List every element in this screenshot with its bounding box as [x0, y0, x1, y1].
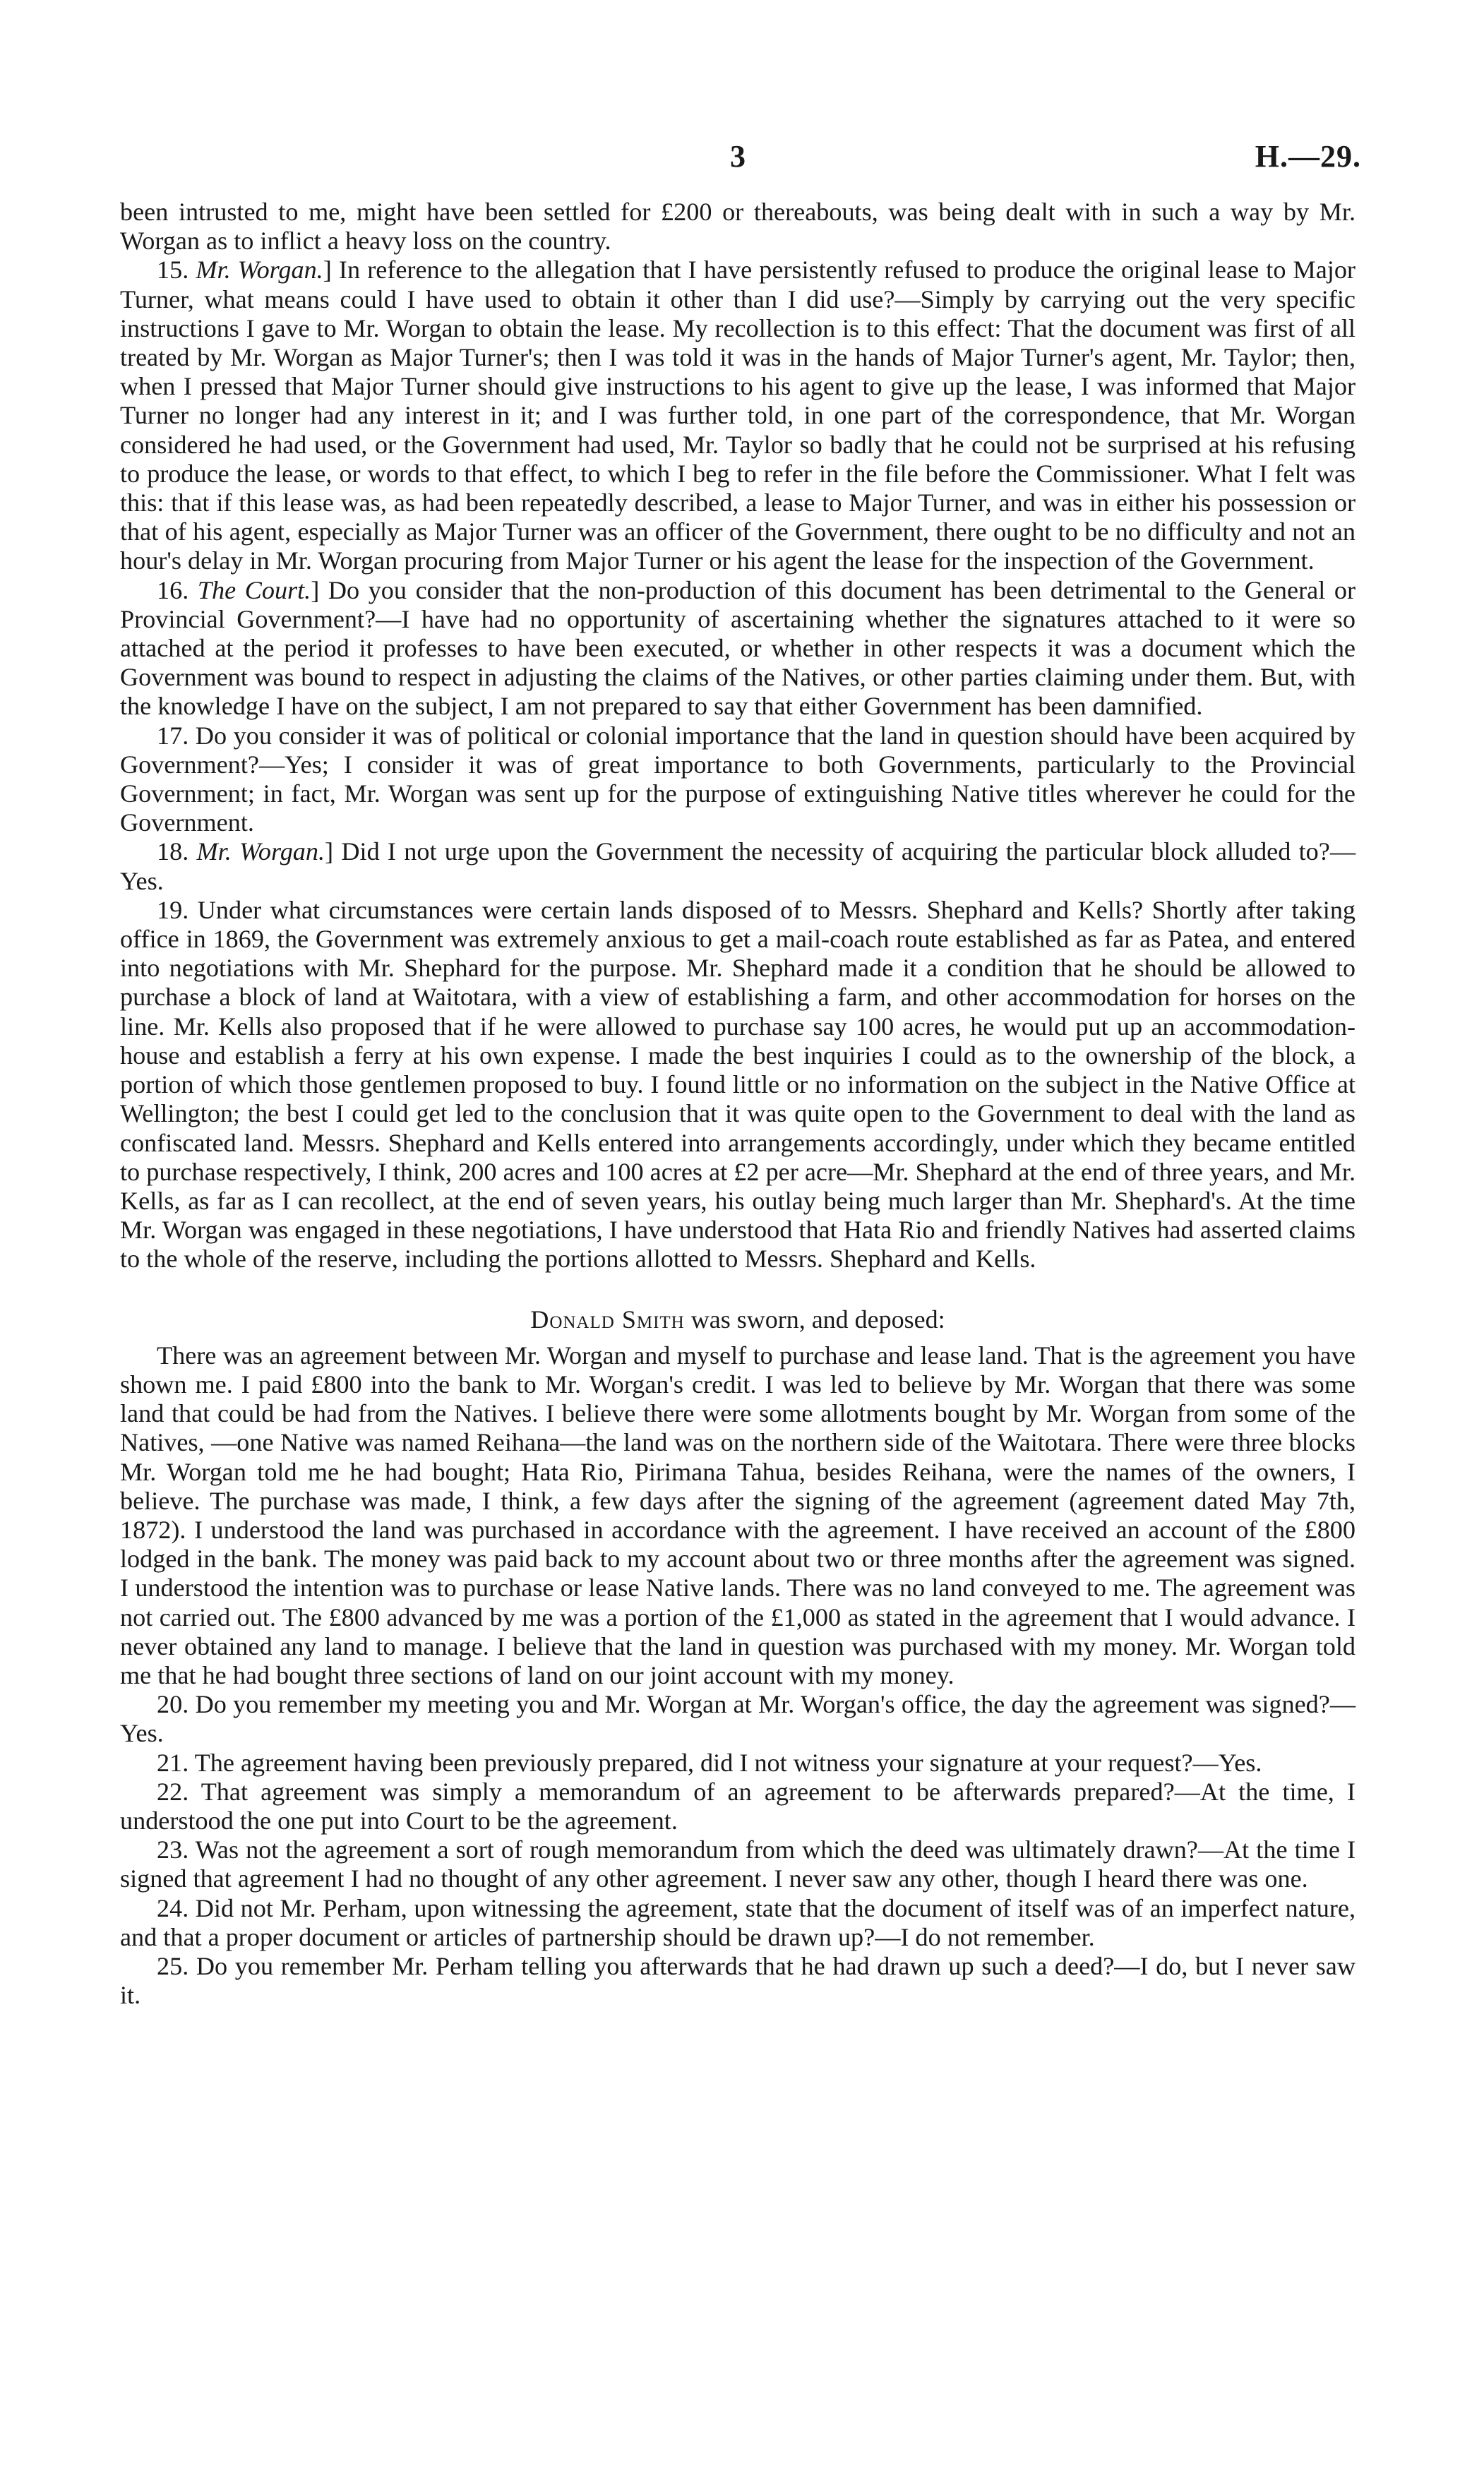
paragraph-number: 20. [157, 1690, 189, 1719]
paragraph-23 [120, 1835, 1356, 1893]
paragraph-21 [120, 1749, 1356, 1778]
paragraph-text: Do you consider it was of political or colonial importance that the land in question should have been acquired by Government?—Yes; I consider it was of great importance to both Governments, particularly to the Provincial Government; in fact, Mr. Worgan was sent up for the purpose of extinguishing Native titles wherever he could for the Government. [120, 721, 1356, 837]
paragraph-22 [120, 1778, 1356, 1835]
speaker-label: Mr. Worgan. [196, 256, 323, 284]
paragraph-number: 19. [157, 895, 189, 924]
paragraph-number: 21. [157, 1748, 189, 1777]
paragraph-number: 24. [157, 1893, 189, 1922]
witness-sworn-text: was sworn, and deposed: [690, 1305, 945, 1334]
witness-heading [120, 1305, 1356, 1334]
paragraph-number: 25. [157, 1951, 189, 1980]
paragraph-15: 15. Mr. Worgan.] In reference to the allegation that I have persistently refused to produce the original lease to Major Turner, what means could I have used to obtain it other than I did use?—Simply by carrying out the very specific instructions I gave to Mr. Worgan to obtain the lease. My recollection is to this effect: That the document was first of all treated by Mr. Worgan as Major Turner's; then I was told it was in the hands of Major Turner's agent, Mr. Taylor; then, when I pressed that Major Turner should give instructions to his agent to give up the lease, I was informed that Major Turner no longer had any interest in it; and I was further told, in one part of the correspondence, that Mr. Worgan considered he had used, or the Government had used, Mr. Taylor so badly that he could not be surprised at his refusing to produce the lease, or words to that effect, to which I beg to refer in the file before the Commissioner. What I felt was this: that if this lease was, as had been repeatedly described, a lease to Major Turner, and was in either his possession or that of his agent, especially as Major Turner was an officer of the Government, there ought to be no difficulty and not an hour's delay in Mr. Worgan procuring from Major Turner or his agent the lease for the inspection of the Government. [120, 256, 1356, 575]
speaker-label: The Court. [197, 575, 311, 604]
paragraph-text: Do you consider that the non-production of this document has been detrimental to the General or Provincial Government?—I have had no opportunity of ascertaining whether the signatures attached to it were so attached at the period it professes to have been executed, or whether in other respects it was a document which the Government was bound to respect in adjusting the claims of the Natives, or other parties claiming under them. But, with the knowledge I have on the subject, I am not prepared to say that either Government has been damnified. [120, 575, 1356, 721]
paragraph-number: 16. [157, 575, 189, 604]
paragraph-16: 16. The Court.] Do you consider that the non-production of this document has been detrimental to the General or Provincial Government?—I have had no opportunity of ascertaining whether the signatures attached to it were so attached at the period it professes to have been executed, or whether in other respects it was a document which the Government was bound to respect in adjusting the claims of the Natives, or other parties claiming under them. But, with the knowledge I have on the subject, I am not prepared to say that either Government has been damnified. [120, 575, 1356, 721]
paragraph-text: been intrusted to me, might have been settled for £200 or thereabouts, was being dealt with in such a way by Mr. Worgan as to inflict a heavy loss on the country. [120, 198, 1356, 256]
paragraph-24 [120, 1894, 1356, 1952]
paragraph-number: 23. [157, 1835, 189, 1864]
paragraph-number: 22. [157, 1777, 189, 1806]
document-reference: H.—29. [1255, 139, 1361, 174]
paragraph-text: Did not Mr. Perham, upon witnessing the agreement, state that the document of itself was of an imperfect nature, and that a proper document or articles of partnership should be drawn up?—I do not remember. [120, 1893, 1356, 1951]
page-number: 3 [730, 139, 746, 174]
paragraph-text: That agreement was simply a memorandum of an agreement to be afterwards prepared?—At the time, I understood the one put into Court to be the agreement. [120, 1777, 1356, 1835]
paragraph-18: 18. Mr. Worgan.] Did I not urge upon the Government the necessity of acquiring the particular block alluded to?—Yes. [120, 837, 1356, 895]
witness-name: Donald Smith [530, 1305, 685, 1334]
paragraph-19 [120, 896, 1356, 1274]
speaker-label: Mr. Worgan. [196, 837, 325, 866]
paragraph-continued [120, 198, 1356, 256]
paragraph-number: 17. [157, 721, 189, 750]
witness-statement [120, 1341, 1356, 1690]
paragraph-text: Do you remember Mr. Perham telling you afterwards that he had drawn up such a deed?—I do, but I never saw it. [120, 1951, 1356, 2010]
paragraph-text: In reference to the allegation that I have persistently refused to produce the original lease to Major Turner, what means could I have used to obtain it other than I did use?—Simply by carrying out the very specific instructions I gave to Mr. Worgan to obtain the lease. My recollection is to this effect: That the document was first of all treated by Mr. Worgan as Major Turner's; then I was told it was in the hands of Major Turner's agent, Mr. Taylor; then, when I pressed that Major Turner should give instructions to his agent to give up the lease, I was informed that Major Turner no longer had any interest in it; and I was further told, in one part of the correspondence, that Mr. Worgan considered he had used, or the Government had used, Mr. Taylor so badly that he could not be surprised at his refusing to produce the lease, or words to that effect, to which I beg to refer in the file before the Commissioner. What I felt was this: that if this lease was, as had been repeatedly described, a lease to Major Turner, and was in either his possession or that of his agent, especially as Major Turner was an officer of the Government, there ought to be no difficulty and not an hour's delay in Mr. Worgan procuring from Major Turner or his agent the lease for the inspection of the Government. [120, 256, 1356, 575]
statement-text: There was an agreement between Mr. Worgan and myself to purchase and lease land. That is the agreement you have shown me. I paid £800 into the bank to Mr. Worgan's credit. I was led to believe by Mr. Worgan that there was some land that could be had from the Natives. I believe there were some allotments bought by Mr. Worgan from some of the Natives, —one Native was named Reihana—the land was on the northern side of the Waitotara. There were three blocks Mr. Worgan told me he had bought; Hata Rio, Pirimana Tahua, besides Reihana, were the names of the owners, I believe. The purchase was made, I think, a few days after the signing of the agreement (agreement dated May 7th, 1872). I understood the land was purchased in accordance with the agreement. I have received an account of the £800 lodged in the bank. The money was paid back to my account about two or three months after the agreement was signed. I understood the intention was to purchase or lease Native lands. There was no land conveyed to me. The agreement was not carried out. The £800 advanced by me was a portion of the £1,000 as stated in the agreement that I would advance. I never obtained any land to manage. I believe that the land in question was purchased with my money. Mr. Worgan told me that he had bought three sections of land on our joint account with my money. [120, 1341, 1356, 1689]
paragraph-20 [120, 1690, 1356, 1748]
paragraph-text: Under what circumstances were certain lands disposed of to Messrs. Shephard and Kells? Shortly after taking office in 1869, the Government was extremely anxious to get a mail-coach route established as far as Patea, and entered into negotiations with Mr. Shephard for the purpose. Mr. Shephard made it a condition that he should be allowed to purchase a block of land at Waitotara, with a view of establishing a farm, and other accommodation for horses on the line. Mr. Kells also proposed that if he were allowed to purchase say 100 acres, he would put up an accommodation-house and establish a ferry at his own expense. I made the best inquiries I could as to the ownership of the block, a portion of which those gentlemen proposed to buy. I found little or no information on the subject in the Native Office at Wellington; the best I could get led to the conclusion that it was quite open to the Government to deal with the land as confiscated land. Messrs. Shephard and Kells entered into arrangements accordingly, under which they became entitled to purchase respectively, I think, 200 acres and 100 acres at £2 per acre—Mr. Shephard at the end of three years, and Mr. Kells, as far as I can recollect, at the end of seven years, his outlay being much larger than Mr. Shephard's. At the time Mr. Worgan was engaged in these negotiations, I have understood that Hata Rio and friendly Natives had asserted claims to the whole of the reserve, including the portions allotted to Messrs. Shephard and Kells. [120, 895, 1356, 1274]
paragraph-text: Do you remember my meeting you and Mr. Worgan at Mr. Worgan's office, the day the agreement was signed?—Yes. [120, 1690, 1356, 1748]
document-page [120, 138, 1361, 2010]
paragraph-number: 18. [157, 837, 189, 866]
body-text [120, 198, 1356, 2010]
paragraph-text: Did I not urge upon the Government the necessity of acquiring the particular block alluded to?—Yes. [120, 837, 1356, 895]
paragraph-17 [120, 721, 1356, 838]
paragraph-text: The agreement having been previously prepared, did I not witness your signature at your request?—Yes. [194, 1748, 1262, 1777]
paragraph-number: 15. [157, 256, 189, 284]
paragraph-25 [120, 1952, 1356, 2010]
running-header [120, 138, 1361, 181]
paragraph-text: Was not the agreement a sort of rough memorandum from which the deed was ultimately drawn?—At the time I signed that agreement I had no thought of any other agreement. I never saw any other, though I heard there was one. [120, 1835, 1356, 1893]
